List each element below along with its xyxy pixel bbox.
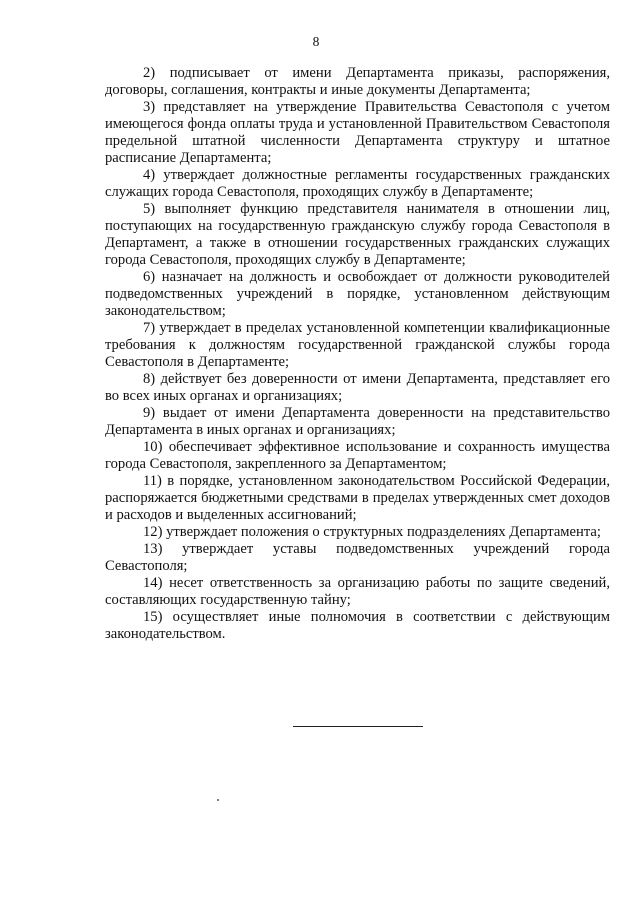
- end-of-document-rule: [293, 726, 423, 727]
- paragraph-item-7: 7) утверждает в пределах установленной компетенции квалификационные требования к должностям государственной гражданской службы города Севастополя в Департаменте;: [105, 320, 610, 370]
- paragraph-item-5: 5) выполняет функцию представителя нанимателя в отношении лиц, поступающих на государственную гражданскую службу города Севастополя в Департамент, а также в отношении государственных гражданских служащих города Севастополя, проходящих службу в Департаменте;: [105, 201, 610, 268]
- paragraph-item-10: 10) обеспечивает эффективное использование и сохранность имущества города Севастополя, закрепленного за Департаментом;: [105, 439, 610, 472]
- scan-speck: [217, 799, 219, 801]
- paragraph-item-12: 12) утверждает положения о структурных подразделениях Департамента;: [143, 524, 601, 540]
- document-body: [105, 65, 610, 643]
- paragraph-item-3: 3) представляет на утверждение Правительства Севастополя с учетом имеющегося фонда оплаты труда и установленной Правительством Севастополя предельной штатной численности Департамента структуру и штатное расписание Департамента;: [105, 99, 610, 166]
- paragraph-item-8: 8) действует без доверенности от имени Департамента, представляет его во всех иных органах и организациях;: [105, 371, 610, 404]
- paragraph-item-4: 4) утверждает должностные регламенты государственных гражданских служащих города Севастополя, проходящих службу в Департаменте;: [105, 167, 610, 200]
- paragraph-item-15: 15) осуществляет иные полномочия в соответствии с действующим законодательством.: [105, 609, 610, 642]
- paragraph-item-2: 2) подписывает от имени Департамента приказы, распоряжения, договоры, соглашения, контракты и иные документы Департамента;: [105, 65, 610, 98]
- page-number: 8: [312, 34, 320, 49]
- paragraph-item-11: 11) в порядке, установленном законодательством Российской Федерации, распоряжается бюджетными средствами в пределах утвержденных смет доходов и расходов и выделенных ассигнований;: [105, 473, 610, 523]
- paragraph-item-9: 9) выдает от имени Департамента доверенности на представительство Департамента в иных органах и организациях;: [105, 405, 610, 438]
- paragraph-item-14: 14) несет ответственность за организацию работы по защите сведений, составляющих государственную тайну;: [105, 575, 610, 608]
- paragraph-item-13: 13) утверждает уставы подведомственных учреждений города Севастополя;: [105, 541, 610, 574]
- paragraph-item-6: 6) назначает на должность и освобождает от должности руководителей подведомственных учреждений в порядке, установленном действующим законодательством;: [105, 269, 610, 319]
